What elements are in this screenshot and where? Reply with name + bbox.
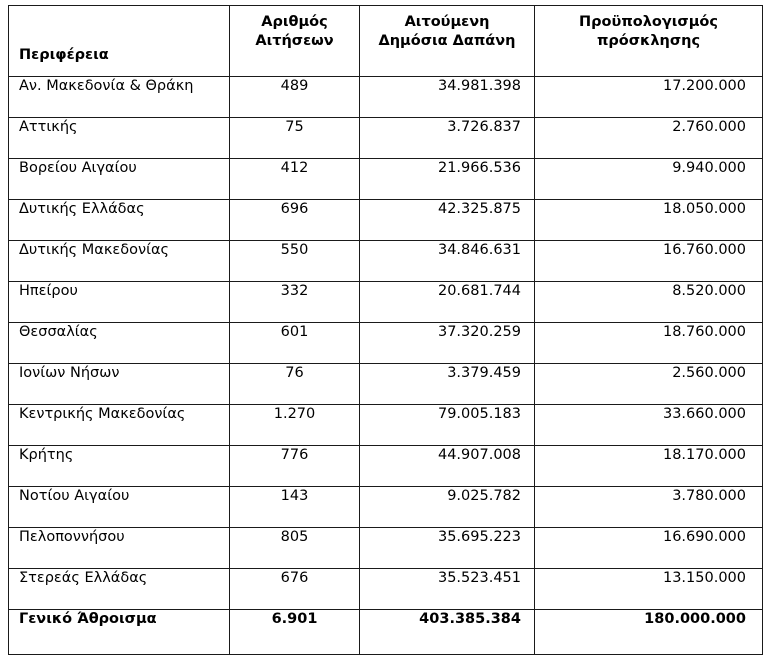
cell-count: 1.270 — [230, 405, 360, 446]
cell-expense: 44.907.008 — [360, 446, 535, 487]
cell-count: 696 — [230, 200, 360, 241]
cell-region: Δυτικής Ελλάδας — [9, 200, 230, 241]
column-header-expense-line1: Αιτούμενη — [404, 14, 490, 30]
cell-count: 143 — [230, 487, 360, 528]
column-header-region — [9, 6, 230, 77]
column-header-region-label: Περιφέρεια — [19, 46, 109, 63]
cell-budget: 2.760.000 — [535, 118, 763, 159]
cell-region: Αττικής — [9, 118, 230, 159]
cell-expense: 9.025.782 — [360, 487, 535, 528]
cell-region: Ηπείρου — [9, 282, 230, 323]
cell-region: Κεντρικής Μακεδονίας — [9, 405, 230, 446]
table-row — [9, 200, 763, 241]
cell-count: 805 — [230, 528, 360, 569]
table-total-row — [9, 610, 763, 655]
column-header-count-line2: Αιτήσεων — [255, 33, 334, 50]
cell-region: Πελοποννήσου — [9, 528, 230, 569]
cell-expense: 3.726.837 — [360, 118, 535, 159]
cell-count: 601 — [230, 323, 360, 364]
cell-count: 76 — [230, 364, 360, 405]
cell-budget: 16.690.000 — [535, 528, 763, 569]
cell-expense: 35.695.223 — [360, 528, 535, 569]
cell-expense: 20.681.744 — [360, 282, 535, 323]
total-budget: 180.000.000 — [535, 610, 763, 655]
table-row — [9, 487, 763, 528]
column-header-count — [230, 6, 360, 77]
cell-budget: 33.660.000 — [535, 405, 763, 446]
column-header-budget-line2: πρόσκλησης — [596, 33, 701, 50]
cell-count: 676 — [230, 569, 360, 610]
cell-region: Στερεάς Ελλάδας — [9, 569, 230, 610]
cell-budget: 18.170.000 — [535, 446, 763, 487]
cell-expense: 35.523.451 — [360, 569, 535, 610]
column-header-expense — [360, 6, 535, 77]
cell-budget: 8.520.000 — [535, 282, 763, 323]
regions-applications-table — [8, 5, 763, 655]
table-row — [9, 282, 763, 323]
cell-region: Δυτικής Μακεδονίας — [9, 241, 230, 282]
total-expense: 403.385.384 — [360, 610, 535, 655]
table-row — [9, 569, 763, 610]
table-row — [9, 446, 763, 487]
cell-region: Ιονίων Νήσων — [9, 364, 230, 405]
cell-expense: 34.981.398 — [360, 77, 535, 118]
cell-count: 332 — [230, 282, 360, 323]
table-body — [9, 77, 763, 655]
cell-budget: 3.780.000 — [535, 487, 763, 528]
cell-count: 412 — [230, 159, 360, 200]
cell-expense: 34.846.631 — [360, 241, 535, 282]
column-header-budget-line1: Προϋπολογισμός — [579, 14, 718, 30]
cell-count: 75 — [230, 118, 360, 159]
cell-count: 550 — [230, 241, 360, 282]
cell-expense: 21.966.536 — [360, 159, 535, 200]
column-header-expense-line2: Δημόσια Δαπάνη — [378, 33, 516, 50]
header-row — [9, 6, 763, 77]
table-row — [9, 405, 763, 446]
cell-expense: 3.379.459 — [360, 364, 535, 405]
table-row — [9, 528, 763, 569]
cell-budget: 16.760.000 — [535, 241, 763, 282]
cell-budget: 13.150.000 — [535, 569, 763, 610]
table-row — [9, 323, 763, 364]
cell-count: 776 — [230, 446, 360, 487]
cell-region: Θεσσαλίας — [9, 323, 230, 364]
table-row — [9, 77, 763, 118]
total-count: 6.901 — [230, 610, 360, 655]
cell-region: Βορείου Αιγαίου — [9, 159, 230, 200]
column-header-count-line1: Αριθμός — [261, 14, 328, 30]
cell-budget: 18.760.000 — [535, 323, 763, 364]
cell-budget: 2.560.000 — [535, 364, 763, 405]
table-header — [9, 6, 763, 77]
table-row — [9, 118, 763, 159]
column-header-budget — [535, 6, 763, 77]
total-label: Γενικό Άθροισμα — [9, 610, 230, 655]
table-row — [9, 241, 763, 282]
cell-budget: 18.050.000 — [535, 200, 763, 241]
table-row — [9, 364, 763, 405]
cell-region: Κρήτης — [9, 446, 230, 487]
cell-budget: 17.200.000 — [535, 77, 763, 118]
cell-count: 489 — [230, 77, 360, 118]
cell-expense: 42.325.875 — [360, 200, 535, 241]
cell-expense: 79.005.183 — [360, 405, 535, 446]
cell-region: Νοτίου Αιγαίου — [9, 487, 230, 528]
cell-expense: 37.320.259 — [360, 323, 535, 364]
table-row — [9, 159, 763, 200]
cell-region: Αν. Μακεδονία & Θράκη — [9, 77, 230, 118]
cell-budget: 9.940.000 — [535, 159, 763, 200]
